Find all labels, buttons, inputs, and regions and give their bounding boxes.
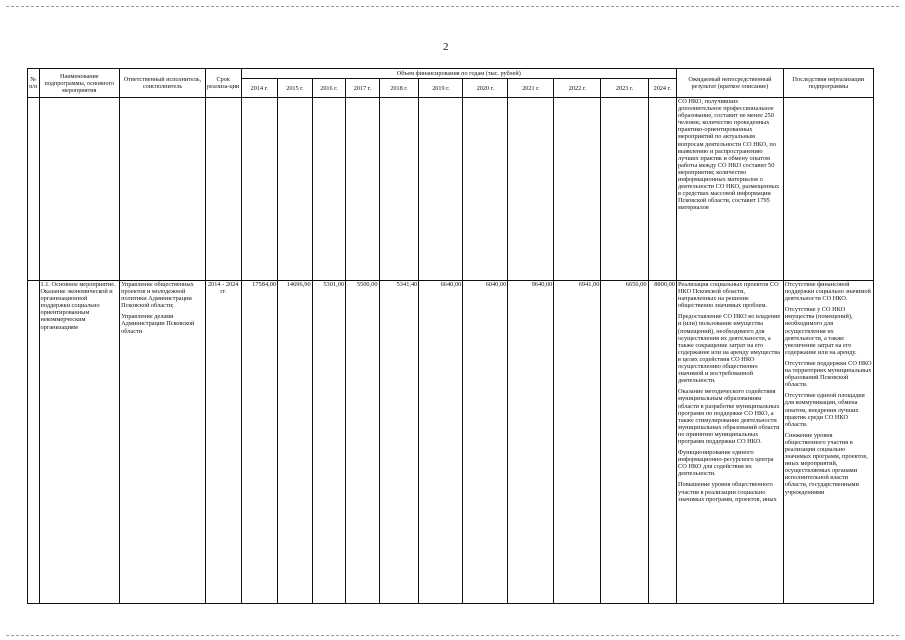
cell-empty [39, 98, 120, 281]
cell-empty [508, 98, 554, 281]
consequence-item: Отсутствие финансовой поддержки социально значимой деятельности СО НКО. [784, 281, 871, 303]
header-year: 2016 г. [312, 79, 345, 98]
cell-expected-result-continued: СО НКО, получивших дополнительное профессиональное образование, составит не менее 250 человек; количество проведенных практико-ориентированных мероприятий по актуальным вопросам деятельности СО НКО, по выявлению и распространению лучших практик и обмену опытом работы между СО НКО составит 50 мероприятия; количество информационных материалов о деятельности СО НКО, размещенных в средствах массовой информации Псковской области, составит 1795 материалов [677, 98, 784, 281]
cell-empty [346, 98, 379, 281]
cell-empty [463, 98, 508, 281]
consequence-item: Отсутствие у СО НКО имущества (помещений), необходимого для осуществления их деятельности, а также увеличение затрат на его содержание или на аренду. [784, 306, 857, 356]
scan-edge-top [6, 6, 899, 7]
cell-amount-2024: 8800,00 [648, 281, 676, 604]
header-number: № п/п [28, 69, 40, 98]
cell-amount-2014: 17584,00 [241, 281, 278, 604]
header-year: 2018 г. [379, 79, 419, 98]
cell-amount-2020: 6040,00 [463, 281, 508, 604]
cell-empty [205, 98, 241, 281]
cell-responsible [120, 281, 206, 604]
cell-empty [120, 98, 206, 281]
cell-amount-2019: 6640,00 [419, 281, 463, 604]
financing-plan-table [27, 68, 874, 604]
header-year: 2022 г. [554, 79, 601, 98]
cell-amount-2021: 9640,00 [508, 281, 554, 604]
header-year: 2014 г. [241, 79, 278, 98]
header-year: 2024 г. [648, 79, 676, 98]
cell-amount-2023: 6656,00 [601, 281, 648, 604]
cell-empty [379, 98, 419, 281]
expected-result-item: Предоставление СО НКО во владение и (или) пользование имущества (помещений), необходимого для осуществления их деятельности, а также сокращение затрат на его содержание или на аренду имущества в целях содействия СО НКО осуществлению общественно значимой и востребованной деятельности. [678, 313, 781, 385]
header-year: 2015 г. [278, 79, 313, 98]
responsible-item: Управление делами Администрации Псковской области [121, 313, 195, 335]
header-year: 2019 г. [419, 79, 463, 98]
expected-result-item: Повышение уровня общественного участия в реализации социально значимых программ, проектов, иных [678, 481, 777, 503]
cell-empty [648, 98, 676, 281]
table-row-main-activity [28, 281, 874, 604]
header-expected-result: Ожидаемый непосредственный результат (краткое описание) [677, 69, 784, 98]
cell-consequences [783, 281, 873, 604]
header-year: 2017 г. [346, 79, 379, 98]
consequence-item: Снижение уровня общественного участия в реализации социально значимых программ, проектов, иных мероприятий, осуществляемых органами исполнительной власти области, государственными учреждениями [784, 431, 868, 496]
cell-empty [419, 98, 463, 281]
header-year: 2020 г. [463, 79, 508, 98]
cell-period: 2014 - 2024 гг. [205, 281, 241, 604]
cell-empty [601, 98, 648, 281]
cell-number [28, 281, 40, 604]
cell-expected-result [677, 281, 784, 604]
cell-activity-name: 1.1. Основное мероприятие. Оказание экономической и организационной поддержки социально ориентированным некоммерческим организациям [39, 281, 120, 604]
scan-edge-bottom [6, 635, 899, 636]
expected-result-item: Оказание методического содействия муниципальным образованиям области в разработке муниципальных программ по поддержке СО НКО, а также стимулирование деятельности муниципальных образований области по принятию муниципальных программ поддержки СО НКО. [678, 388, 780, 445]
cell-amount-2018: 5341,40 [379, 281, 419, 604]
cell-empty [554, 98, 601, 281]
page-number: 2 [443, 41, 449, 53]
cell-empty [783, 98, 873, 281]
cell-empty [312, 98, 345, 281]
header-year: 2023 г. [601, 79, 648, 98]
header-period: Срок реализа-ции [205, 69, 241, 98]
expected-result-item: Функционирование единого информационно-ресурсного центра СО НКО для содействия их деятельности. [678, 449, 774, 478]
header-year: 2021 г. [508, 79, 554, 98]
cell-amount-2016: 5301,00 [312, 281, 345, 604]
cell-amount-2015: 14696,90 [278, 281, 313, 604]
header-financing: Объем финансирования по годам (тыс. рублей) [241, 69, 677, 79]
cell-empty [28, 98, 40, 281]
expected-result-item: Реализация социальных проектов СО НКО Псковской области, направленных на решение общественно значимых проблем. [678, 281, 779, 310]
header-responsible: Ответственный исполнитель, соисполнитель [120, 69, 206, 98]
cell-empty [278, 98, 313, 281]
cell-amount-2022: 6941,00 [554, 281, 601, 604]
cell-empty [241, 98, 278, 281]
consequence-item: Отсутствие единой площадки для коммуникации, обмена опытом, внедрения лучших практик среди СО НКО области. [784, 392, 865, 428]
header-name: Наименование подпрограммы, основного мероприятия [39, 69, 120, 98]
cell-amount-2017: 5500,00 [346, 281, 379, 604]
responsible-item: Управление общественных проектов и молодежной политики Администрации Псковской области; [121, 281, 194, 310]
table-row-continuation [28, 98, 874, 281]
consequence-item: Отсутствие поддержки СО НКО на территориях муниципальных образований Псковской области. [784, 359, 872, 389]
header-consequences: Последствия нереализации подпрограммы [783, 69, 873, 98]
